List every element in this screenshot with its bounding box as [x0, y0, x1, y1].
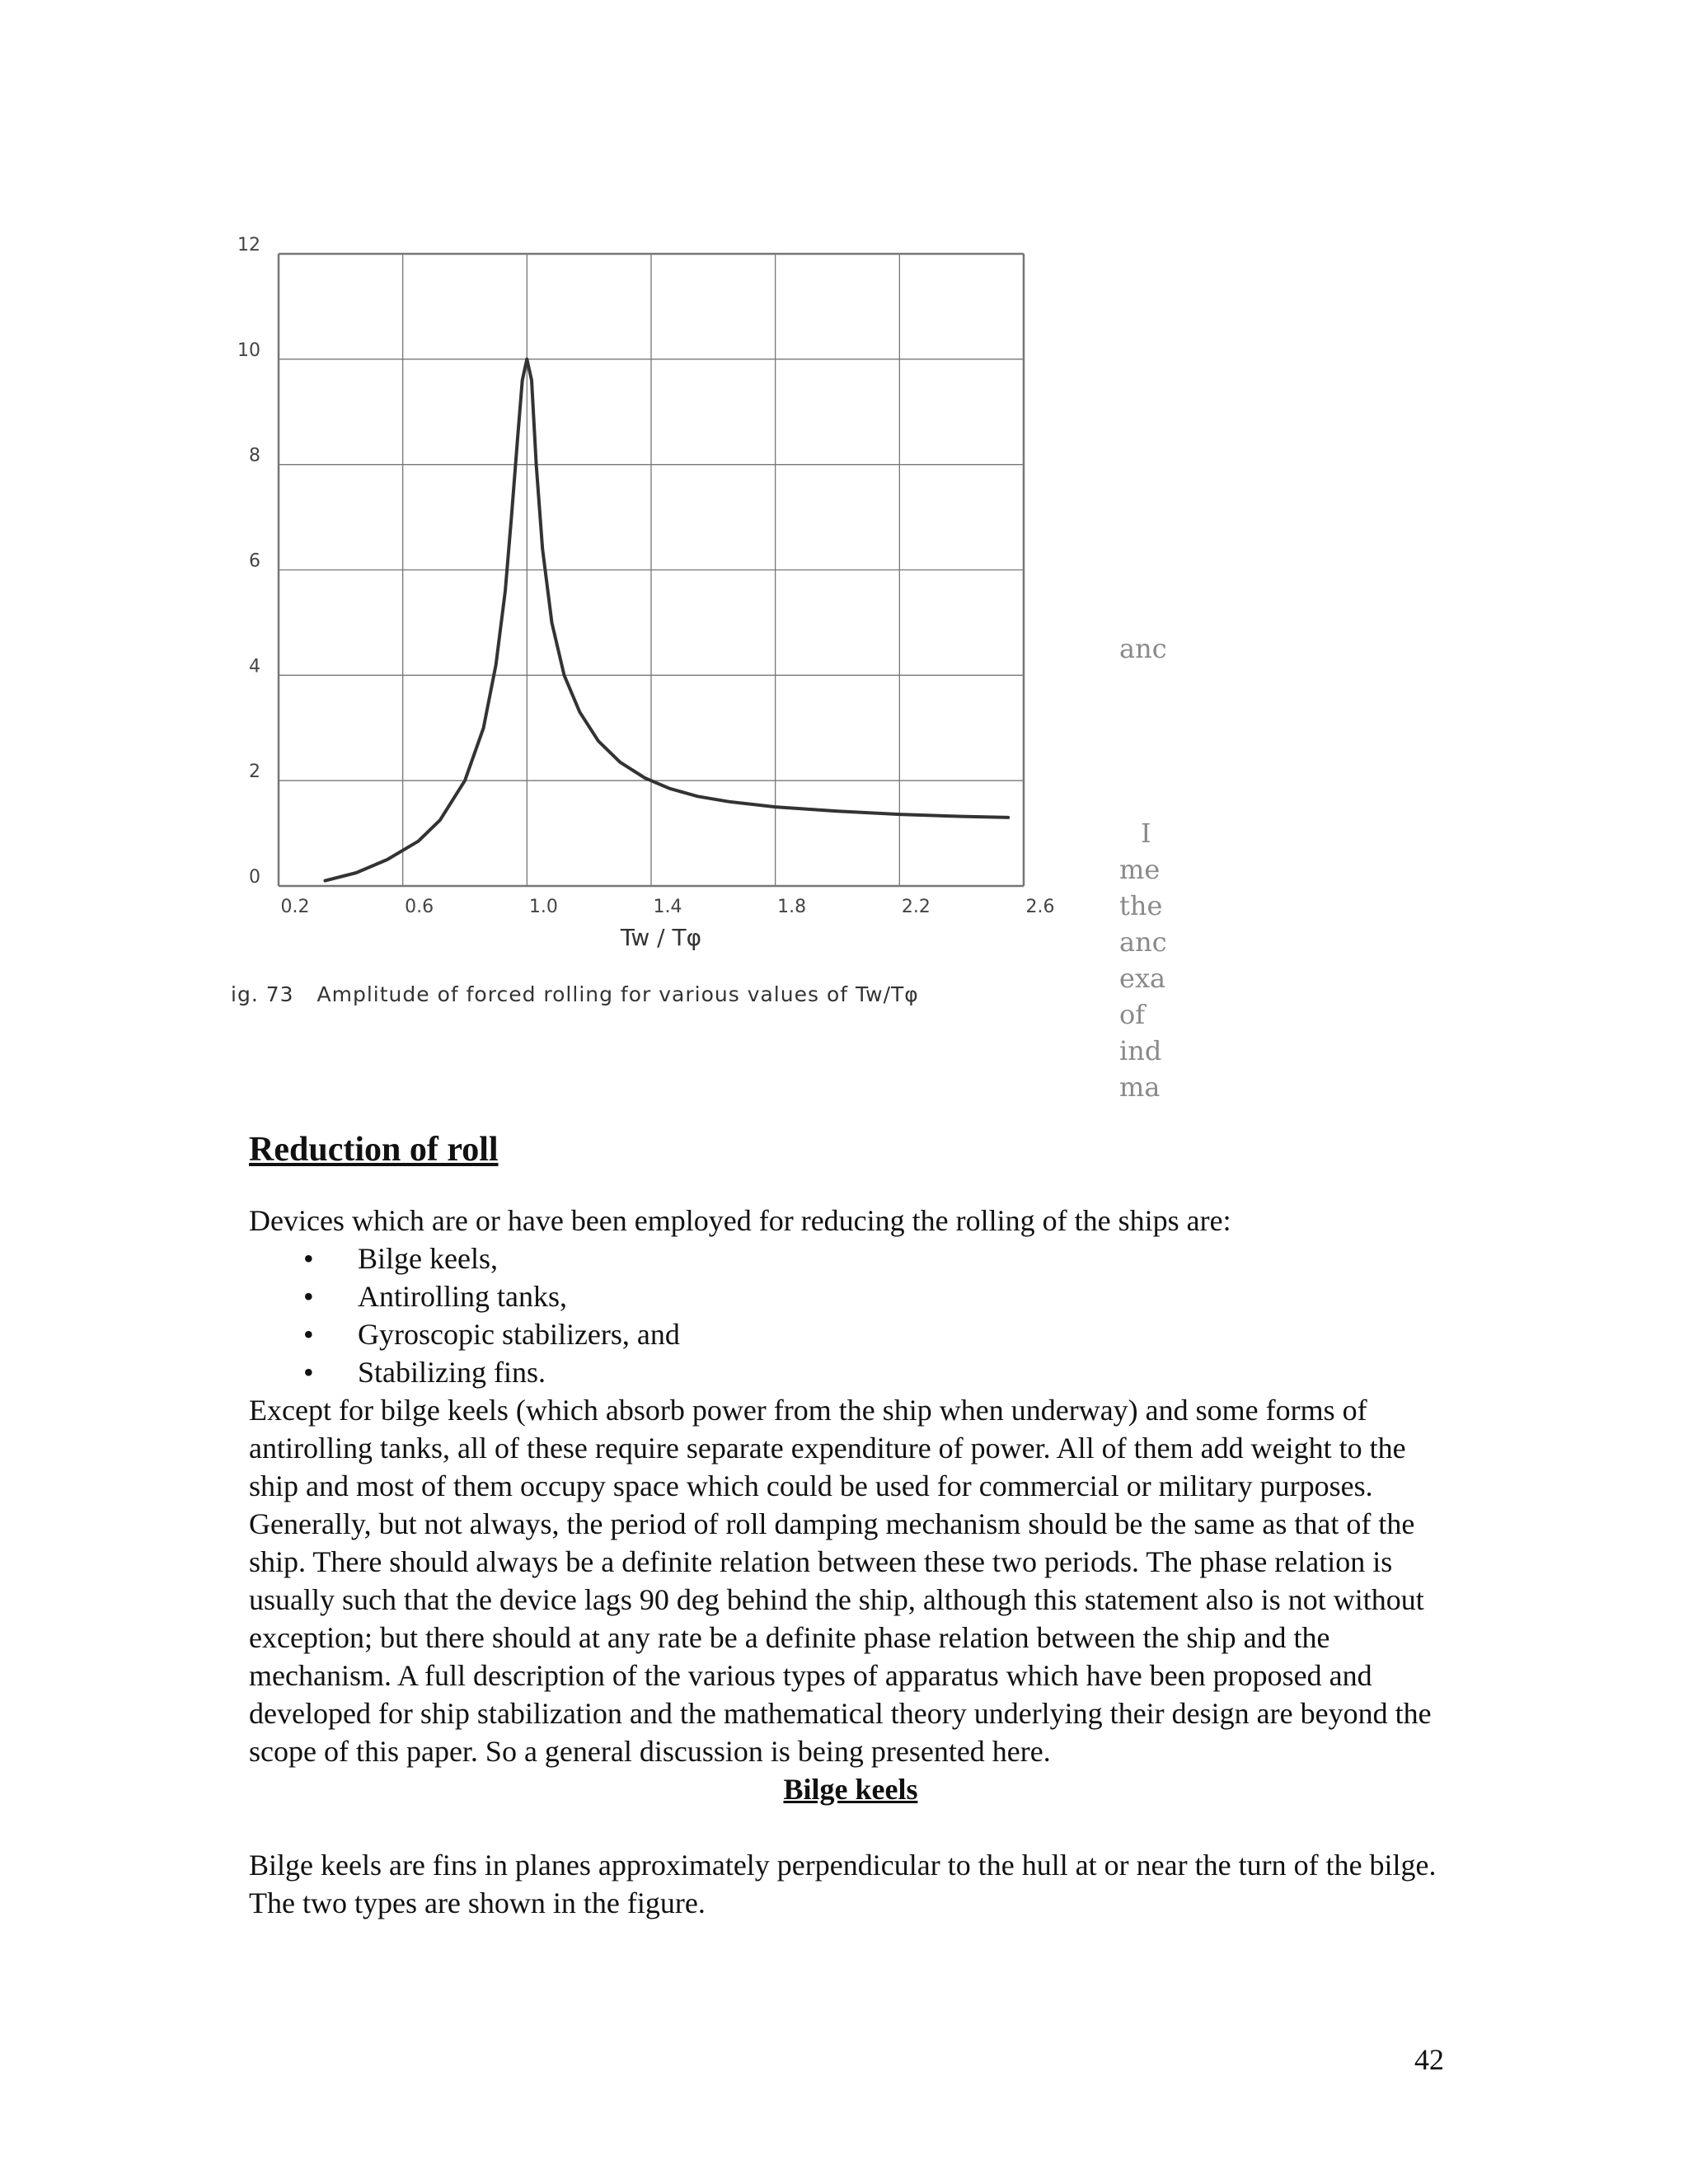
side-fragment: of	[1119, 999, 1146, 1030]
section-title: Reduction of roll	[249, 1131, 499, 1169]
figure-73	[231, 231, 1170, 1055]
chart-grid	[279, 254, 1024, 886]
list-item: • Antirolling tanks,	[358, 1277, 1452, 1315]
figure-caption	[231, 982, 1088, 1006]
page-number: 42	[1414, 2043, 1444, 2076]
y-tick-label: 0	[249, 867, 260, 888]
x-tick-label: 1.8	[777, 897, 807, 917]
x-tick-label: 0.6	[405, 897, 434, 917]
y-tick-label: 12	[237, 235, 260, 255]
x-tick-label: 1.0	[528, 897, 558, 917]
amplitude-curve	[326, 359, 1009, 881]
y-tick-label: 8	[249, 445, 260, 466]
x-tick-label: 0.2	[280, 897, 310, 917]
intro-text: Devices which are or have been employed for reducing the rolling of the ships are:	[249, 1204, 1231, 1237]
side-fragment: I	[1141, 818, 1151, 849]
y-tick-labels	[237, 235, 260, 888]
x-tick-label: 2.6	[1025, 897, 1055, 917]
body-text	[249, 1131, 1452, 1922]
x-tick-label: 1.4	[653, 897, 682, 917]
side-fragment: exa	[1119, 963, 1166, 994]
side-fragment: ind	[1119, 1035, 1162, 1066]
side-fragment: anc	[1119, 926, 1167, 958]
side-fragment: anc	[1119, 633, 1167, 664]
caption-text: Amplitude of forced rolling for various values of Tw/Tφ	[316, 982, 919, 1006]
y-tick-label: 6	[249, 551, 260, 572]
caption-label: ig. 73	[231, 982, 294, 1006]
rolling-amplitude-chart	[231, 231, 1170, 972]
side-fragment: ma	[1119, 1071, 1160, 1103]
list-item: • Stabilizing fins.	[358, 1353, 1452, 1391]
side-gap	[1119, 667, 1193, 815]
cropped-side-text	[1119, 630, 1193, 1105]
y-tick-label: 4	[249, 656, 260, 677]
main-paragraph: Except for bilge keels (which absorb power from the ship when underway) and some forms of antirolling tanks, all of these require separate expenditure of power. All of them add weight to the ship and most of them occupy space which could be used for commercial or military purposes. Generally, but not always, the period of roll damping mechanism should be the same as that of the ship. There should always be a definite relation between these two periods. The phase relation is usually such that the device lags 90 deg behind the ship, although this statement also is not without exception; but there should at any rate be a definite phase relation between the ship and the mechanism. A full description of the various types of apparatus which have been proposed and developed for ship stabilization and the mathematical theory underlying their design are beyond the scope of this paper. So a general discussion is being presented here.	[249, 1394, 1432, 1768]
list-item: • Bilge keels,	[358, 1240, 1452, 1277]
list-item: • Gyroscopic stabilizers, and	[358, 1315, 1452, 1353]
x-tick-label: 2.2	[901, 897, 931, 917]
subsection-title: Bilge keels	[783, 1773, 918, 1806]
side-fragment: the	[1119, 890, 1163, 921]
bilge-paragraph: Bilge keels are fins in planes approximately perpendicular to the hull at or near the turn of the bilge. The two types are shown in the figure.	[249, 1849, 1437, 1919]
side-fragment: me	[1119, 854, 1160, 885]
y-tick-label: 10	[237, 340, 260, 361]
x-tick-labels	[281, 897, 1055, 917]
x-axis-label: Tw / Tφ	[620, 924, 702, 951]
y-tick-label: 2	[249, 762, 260, 783]
devices-list	[249, 1240, 1452, 1391]
